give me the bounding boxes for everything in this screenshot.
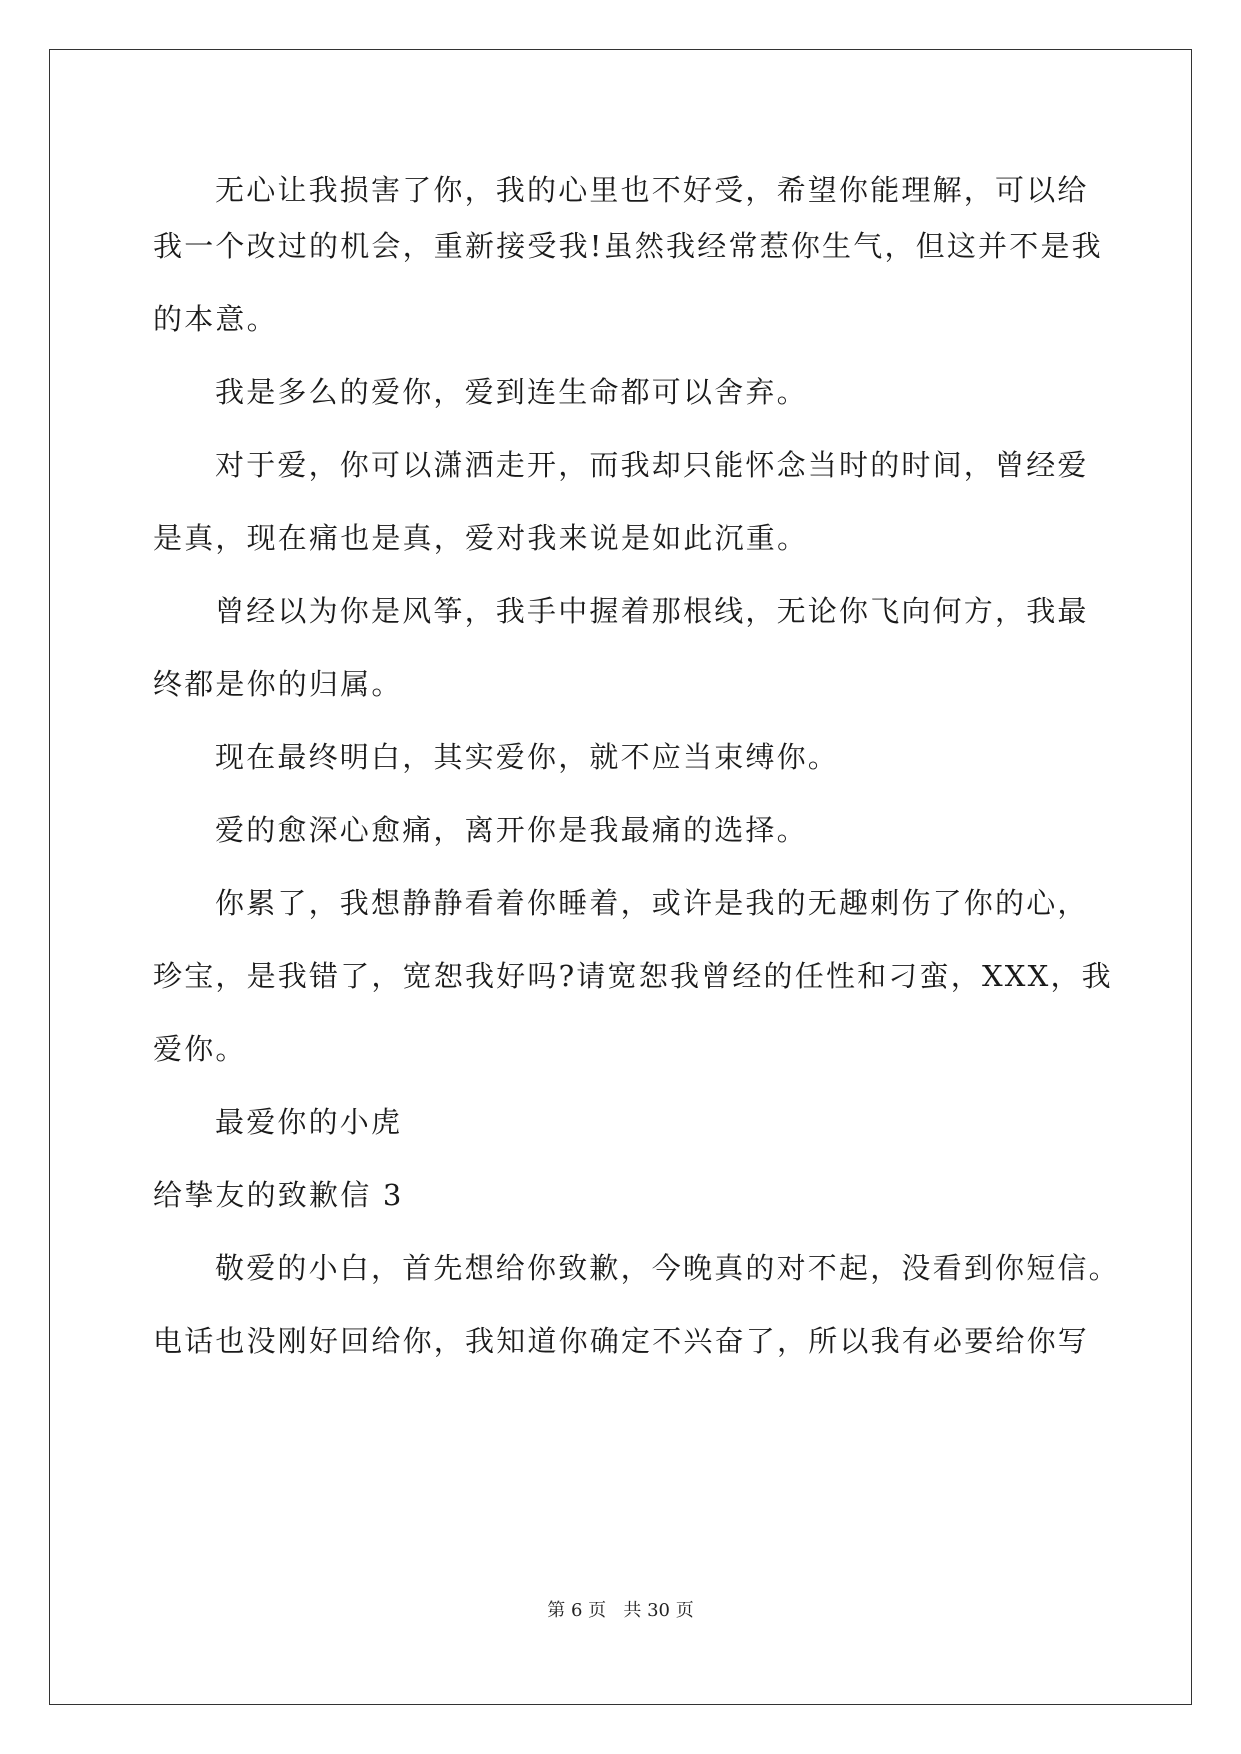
paragraph-line: 你累了，我想静静看着你睡着，或许是我的无趣刺伤了你的心，	[215, 886, 1089, 920]
paragraph-line: 爱你。	[153, 1032, 247, 1066]
paragraph-line: 对于爱，你可以潇洒走开，而我却只能怀念当时的时间，曾经爱	[215, 448, 1089, 482]
paragraph-line: 敬爱的小白，首先想给你致歉，今晚真的对不起，没看到你短信。	[215, 1251, 1120, 1285]
paragraph-line: 是真，现在痛也是真，爱对我来说是如此沉重。	[153, 521, 809, 555]
page-number-footer	[0, 1600, 1241, 1622]
paragraph-line: 珍宝，是我错了，宽恕我好吗?请宽恕我曾经的任性和刁蛮，XXX，我	[153, 959, 1113, 993]
paragraph-line: 的本意。	[153, 302, 278, 336]
paragraph-line: 终都是你的归属。	[153, 667, 403, 701]
page-border	[49, 49, 1192, 1705]
paragraph-line: 爱的愈深心愈痛，离开你是我最痛的选择。	[215, 813, 808, 847]
paragraph-line: 电话也没刚好回给你，我知道你确定不兴奋了，所以我有必要给你写	[153, 1324, 1090, 1358]
paragraph-line: 我一个改过的机会，重新接受我!虽然我经常惹你生气，但这并不是我	[153, 229, 1103, 263]
paragraph-line: 无心让我损害了你，我的心里也不好受，希望你能理解，可以给	[215, 173, 1089, 207]
section-heading: 给挚友的致歉信 3	[153, 1178, 404, 1212]
paragraph-line: 现在最终明白，其实爱你，就不应当束缚你。	[215, 740, 840, 774]
paragraph-line: 曾经以为你是风筝，我手中握着那根线，无论你飞向何方，我最	[215, 594, 1089, 628]
signature-line: 最爱你的小虎	[215, 1105, 403, 1139]
paragraph-line: 我是多么的爱你，爱到连生命都可以舍弃。	[215, 375, 808, 409]
page-number-text: 第 6 页 共 30 页	[547, 1600, 694, 1621]
